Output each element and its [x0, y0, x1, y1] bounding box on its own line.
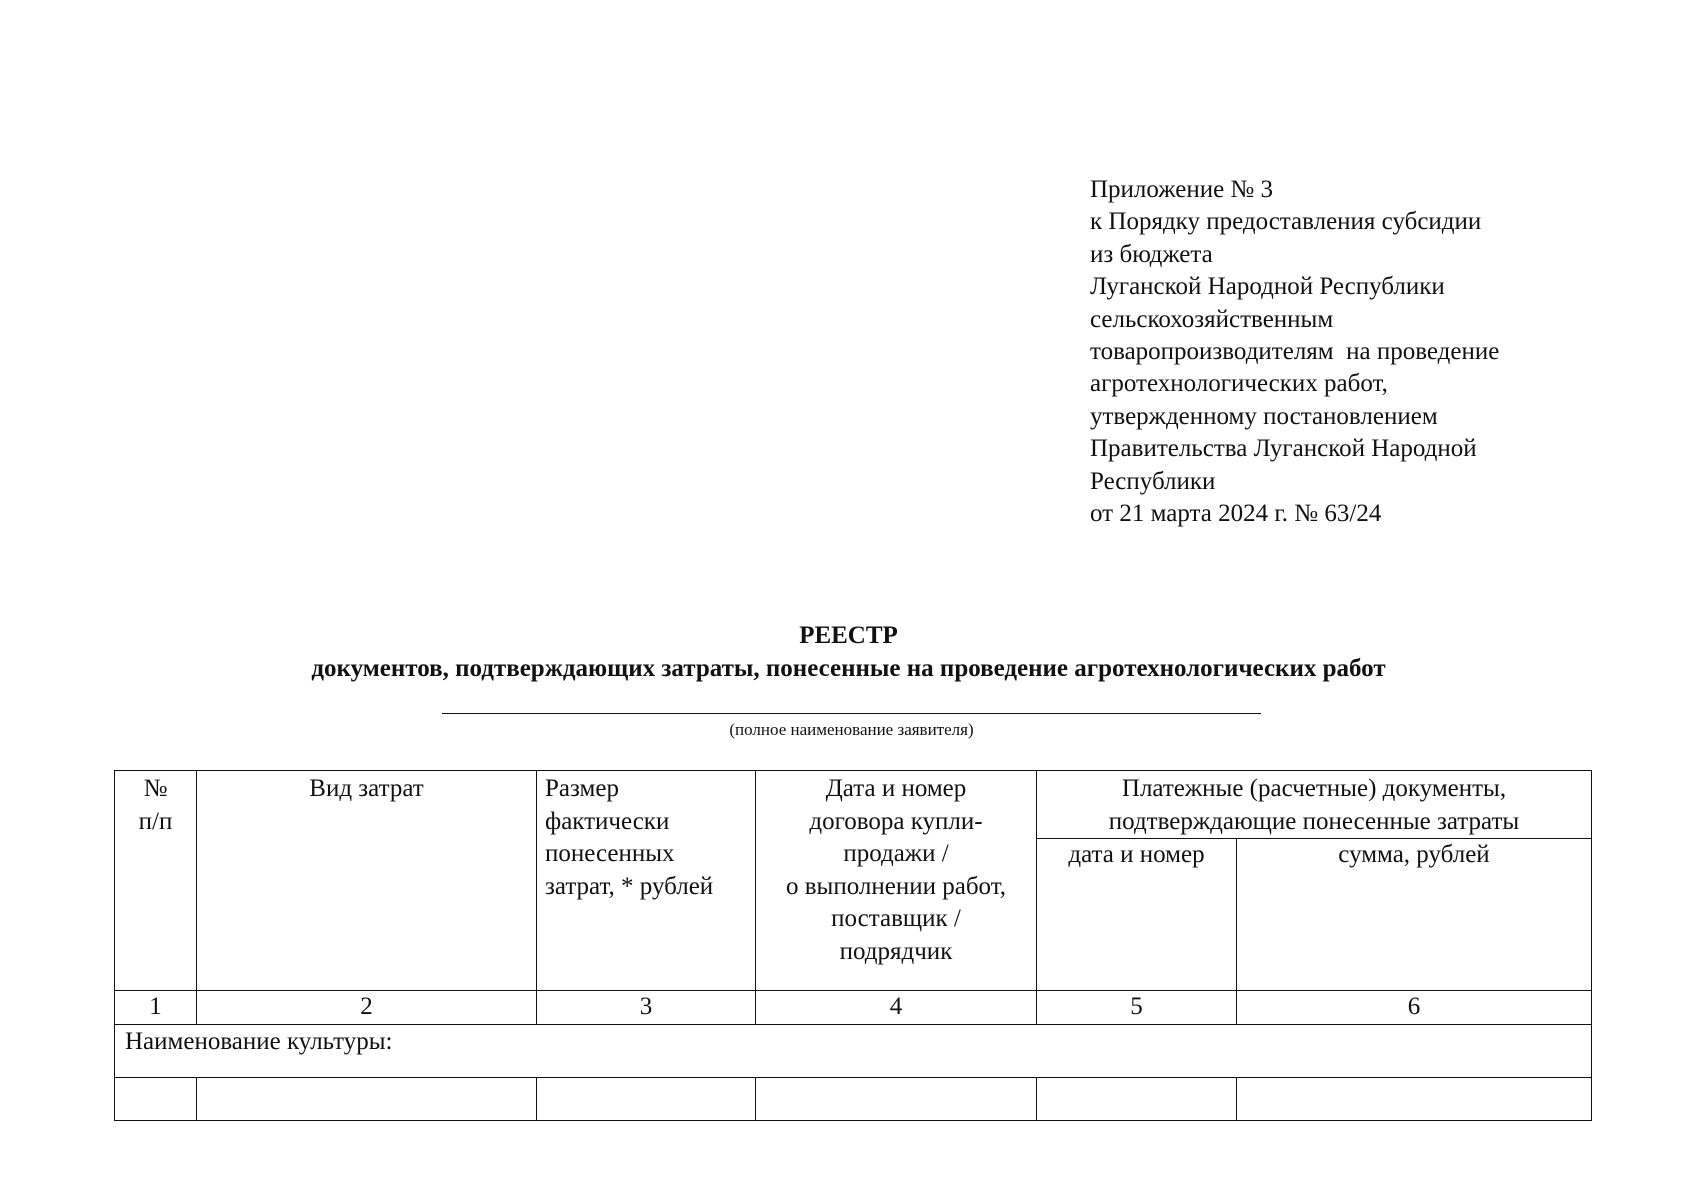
appendix-block	[1090, 174, 1610, 530]
table-cell	[537, 1077, 756, 1120]
header-text: подрядчик	[839, 937, 953, 965]
header-text: Платежные (расчетные) документы,	[1121, 775, 1507, 802]
applicant-caption: (полное наименование заявителя)	[729, 720, 974, 739]
applicant-name-line	[442, 713, 1261, 714]
appendix-line: утвержденному постановлением	[1090, 402, 1438, 430]
header-text: о выполнении работ,	[785, 872, 1007, 900]
appendix-line: Луганской Народной Республики	[1090, 273, 1445, 301]
appendix-line: от 21 марта 2024 г. № 63/24	[1090, 500, 1382, 528]
header-text: Дата и номер	[825, 775, 967, 802]
table-cell	[756, 1077, 1037, 1120]
registry-table	[114, 770, 1592, 1121]
title-main: РЕЕСТР	[799, 622, 898, 649]
appendix-line: к Порядку предоставления субсидии	[1090, 208, 1482, 236]
header-text: поставщик /	[831, 905, 961, 932]
header-text: затрат, * рублей	[545, 872, 714, 900]
appendix-line: Приложение № 3	[1090, 176, 1274, 203]
appendix-line: сельскохозяйственным	[1090, 305, 1334, 333]
culture-label: Наименование культуры:	[115, 1024, 1592, 1077]
culture-row	[115, 1024, 1592, 1077]
header-cell-cost-amount	[537, 771, 756, 991]
title-subtitle: документов, подтверждающих затраты, понесенные на проведение агротехнологических работ	[311, 655, 1386, 682]
header-row	[115, 771, 1592, 839]
document-title	[0, 619, 1697, 685]
header-cell-payment-docs	[1037, 771, 1592, 839]
header-text: понесенных	[545, 840, 675, 867]
header-cell-date-number	[1037, 839, 1237, 991]
table-row	[115, 1077, 1592, 1120]
header-text: продажи /	[843, 840, 949, 867]
column-number: 2	[197, 991, 537, 1025]
table-cell	[1237, 1077, 1592, 1120]
column-number: 3	[537, 991, 756, 1025]
column-number: 4	[756, 991, 1037, 1025]
header-text: Размер	[545, 775, 619, 802]
header-cell-number	[115, 771, 197, 991]
appendix-line: товаропроизводителям на проведение	[1090, 338, 1500, 366]
table-cell	[115, 1077, 197, 1120]
column-number: 5	[1037, 991, 1237, 1025]
column-numbers-row	[115, 991, 1592, 1025]
header-text: договора купли-	[809, 807, 983, 835]
appendix-line: агротехнологических работ,	[1090, 370, 1388, 398]
column-number: 1	[115, 991, 197, 1025]
header-cell-sum	[1237, 839, 1592, 991]
header-text: Вид затрат	[309, 775, 424, 802]
header-text: подтверждающие понесенные затраты	[1108, 807, 1520, 835]
header-cell-contract	[756, 771, 1037, 991]
header-text: дата и номер	[1068, 841, 1205, 868]
appendix-line: Правительства Луганской Народной	[1090, 435, 1477, 463]
appendix-line: из бюджета	[1090, 240, 1213, 268]
table-cell	[197, 1077, 537, 1120]
header-text: сумма, рублей	[1338, 841, 1490, 868]
table-cell	[1037, 1077, 1237, 1120]
column-number: 6	[1237, 991, 1592, 1025]
appendix-line: Республики	[1090, 467, 1216, 495]
header-text: фактически	[545, 807, 670, 835]
header-text: №	[143, 775, 168, 802]
header-text: п/п	[138, 807, 173, 835]
header-cell-cost-type	[197, 771, 537, 991]
